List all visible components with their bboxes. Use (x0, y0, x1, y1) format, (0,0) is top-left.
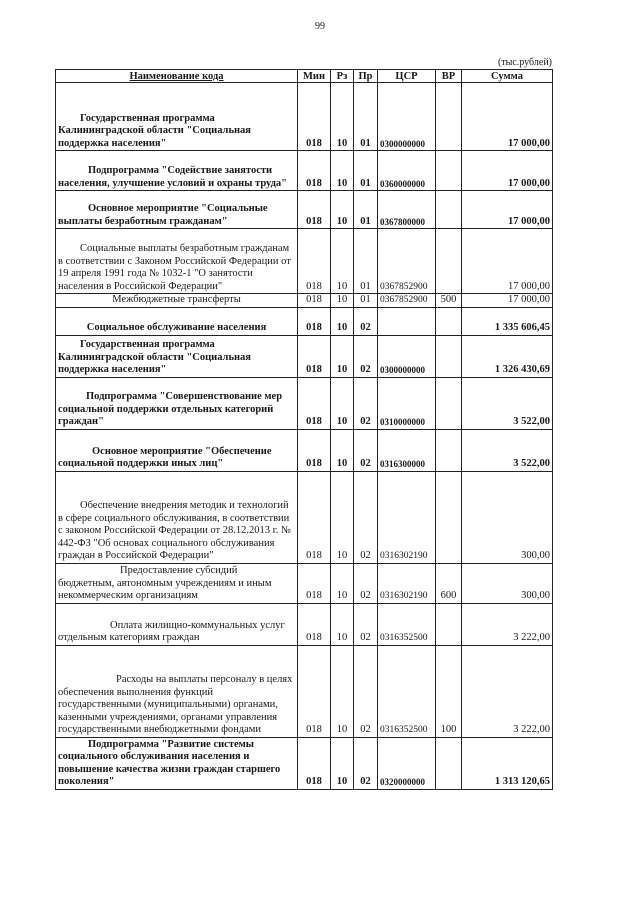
table-row (56, 563, 553, 603)
row-name: Предоставление субсидий бюджетным, автономным учреждениям и иным некоммерческим организациям (56, 563, 298, 603)
row-csr: 0300000000 (378, 335, 436, 377)
row-sum: 300,00 (462, 563, 553, 603)
row-vr (436, 83, 462, 151)
units-label: (тыс.рублей) (497, 57, 552, 68)
row-name: Оплата жилищно-коммунальных услуг отдельным категориям граждан (56, 603, 298, 645)
row-vr (436, 151, 462, 191)
page-number: 99 (315, 21, 325, 32)
row-sum: 1 335 606,45 (462, 307, 553, 335)
table-row (56, 191, 553, 229)
row-pr: 02 (354, 377, 378, 429)
col-header-min: Мин (298, 70, 331, 83)
row-min: 018 (298, 471, 331, 563)
row-name: Основное мероприятие "Обеспечение социальной поддержки иных лиц" (56, 429, 298, 471)
row-rz: 10 (331, 307, 354, 335)
row-vr (436, 377, 462, 429)
row-vr (436, 229, 462, 294)
row-vr (436, 191, 462, 229)
row-name: Государственная программа Калининградской области "Социальная поддержка населения" (56, 335, 298, 377)
row-min: 018 (298, 429, 331, 471)
row-sum: 3 222,00 (462, 603, 553, 645)
row-csr: 0367852900 (378, 229, 436, 294)
row-vr (436, 335, 462, 377)
row-rz: 10 (331, 377, 354, 429)
row-pr: 02 (354, 603, 378, 645)
row-pr: 01 (354, 191, 378, 229)
row-vr (436, 429, 462, 471)
row-csr (378, 307, 436, 335)
table-row (56, 229, 553, 294)
row-pr: 01 (354, 229, 378, 294)
row-vr: 100 (436, 645, 462, 737)
row-rz: 10 (331, 191, 354, 229)
table-row (56, 377, 553, 429)
row-pr: 02 (354, 563, 378, 603)
row-pr: 01 (354, 83, 378, 151)
row-csr: 0316300000 (378, 429, 436, 471)
row-name: Подпрограмма "Совершенствование мер социальной поддержки отдельных категорий граждан" (56, 377, 298, 429)
row-name: Основное мероприятие "Социальные выплаты безработным гражданам" (56, 191, 298, 229)
row-min: 018 (298, 294, 331, 308)
row-sum: 3 222,00 (462, 645, 553, 737)
row-name: Обеспечение внедрения методик и технологий в сфере социального обслуживания, в соответствии с законом Российской Федерации от 28.12.2013 г. № 442-ФЗ "Об основах социального обслуживания граждан в Российской Федерации" (56, 471, 298, 563)
row-pr: 02 (354, 307, 378, 335)
row-pr: 02 (354, 335, 378, 377)
row-sum: 17 000,00 (462, 83, 553, 151)
row-rz: 10 (331, 737, 354, 789)
row-name: Государственная программа Калининградской области "Социальная поддержка населения" (56, 83, 298, 151)
col-header-name: Наименование кода (56, 70, 298, 83)
row-name: Расходы на выплаты персоналу в целях обеспечения выполнения функций государственными (муниципальными) органами, казенными учреждениями, органами управления государственными внебюджетными фондами (56, 645, 298, 737)
table-row (56, 471, 553, 563)
table-row (56, 603, 553, 645)
row-pr: 02 (354, 645, 378, 737)
row-csr: 0367852900 (378, 294, 436, 308)
row-sum: 17 000,00 (462, 294, 553, 308)
row-sum: 300,00 (462, 471, 553, 563)
col-header-sum: Сумма (462, 70, 553, 83)
col-header-rz: Рз (331, 70, 354, 83)
row-min: 018 (298, 645, 331, 737)
row-min: 018 (298, 563, 331, 603)
row-pr: 01 (354, 151, 378, 191)
row-csr: 0310000000 (378, 377, 436, 429)
row-rz: 10 (331, 429, 354, 471)
row-rz: 10 (331, 471, 354, 563)
row-vr (436, 737, 462, 789)
row-min: 018 (298, 335, 331, 377)
row-sum: 3 522,00 (462, 429, 553, 471)
row-vr (436, 603, 462, 645)
row-min: 018 (298, 603, 331, 645)
row-rz: 10 (331, 563, 354, 603)
row-min: 018 (298, 377, 331, 429)
table-row (56, 645, 553, 737)
table-row (56, 335, 553, 377)
row-rz: 10 (331, 151, 354, 191)
row-sum: 3 522,00 (462, 377, 553, 429)
row-min: 018 (298, 191, 331, 229)
row-pr: 02 (354, 471, 378, 563)
row-rz: 10 (331, 83, 354, 151)
row-csr: 0320000000 (378, 737, 436, 789)
table-row (56, 83, 553, 151)
row-vr (436, 307, 462, 335)
row-csr: 0316302190 (378, 563, 436, 603)
table-row (56, 737, 553, 789)
row-name: Социальные выплаты безработным гражданам в соответствии с Законом Российской Федерации от 19 апреля 1991 года № 1032-1 "О занятости населения в Российской Федерации" (56, 229, 298, 294)
row-sum: 17 000,00 (462, 151, 553, 191)
row-min: 018 (298, 307, 331, 335)
row-csr: 0316352500 (378, 645, 436, 737)
row-csr: 0300000000 (378, 83, 436, 151)
row-name: Социальное обслуживание населения (56, 307, 298, 335)
header-row (56, 70, 553, 83)
row-vr: 500 (436, 294, 462, 308)
row-rz: 10 (331, 294, 354, 308)
row-pr: 01 (354, 294, 378, 308)
row-min: 018 (298, 737, 331, 789)
row-rz: 10 (331, 603, 354, 645)
row-sum: 17 000,00 (462, 229, 553, 294)
table-row (56, 294, 553, 308)
row-vr: 600 (436, 563, 462, 603)
row-min: 018 (298, 229, 331, 294)
table-row (56, 429, 553, 471)
col-header-vr: ВР (436, 70, 462, 83)
budget-table (55, 69, 553, 790)
table-row (56, 307, 553, 335)
col-header-csr: ЦСР (378, 70, 436, 83)
row-name: Подпрограмма "Развитие системы социального обслуживания населения и повышение качества жизни граждан старшего поколения" (56, 737, 298, 789)
row-csr: 0360000000 (378, 151, 436, 191)
row-rz: 10 (331, 335, 354, 377)
row-sum: 17 000,00 (462, 191, 553, 229)
row-min: 018 (298, 151, 331, 191)
row-name: Межбюджетные трансферты (56, 294, 298, 308)
table-row (56, 151, 553, 191)
col-header-pr: Пр (354, 70, 378, 83)
row-sum: 1 313 120,65 (462, 737, 553, 789)
row-pr: 02 (354, 429, 378, 471)
row-pr: 02 (354, 737, 378, 789)
row-vr (436, 471, 462, 563)
row-sum: 1 326 430,69 (462, 335, 553, 377)
row-rz: 10 (331, 229, 354, 294)
row-csr: 0316352500 (378, 603, 436, 645)
row-csr: 0316302190 (378, 471, 436, 563)
row-csr: 0367800000 (378, 191, 436, 229)
row-min: 018 (298, 83, 331, 151)
row-rz: 10 (331, 645, 354, 737)
row-name: Подпрограмма "Содействие занятости населения, улучшение условий и охраны труда" (56, 151, 298, 191)
